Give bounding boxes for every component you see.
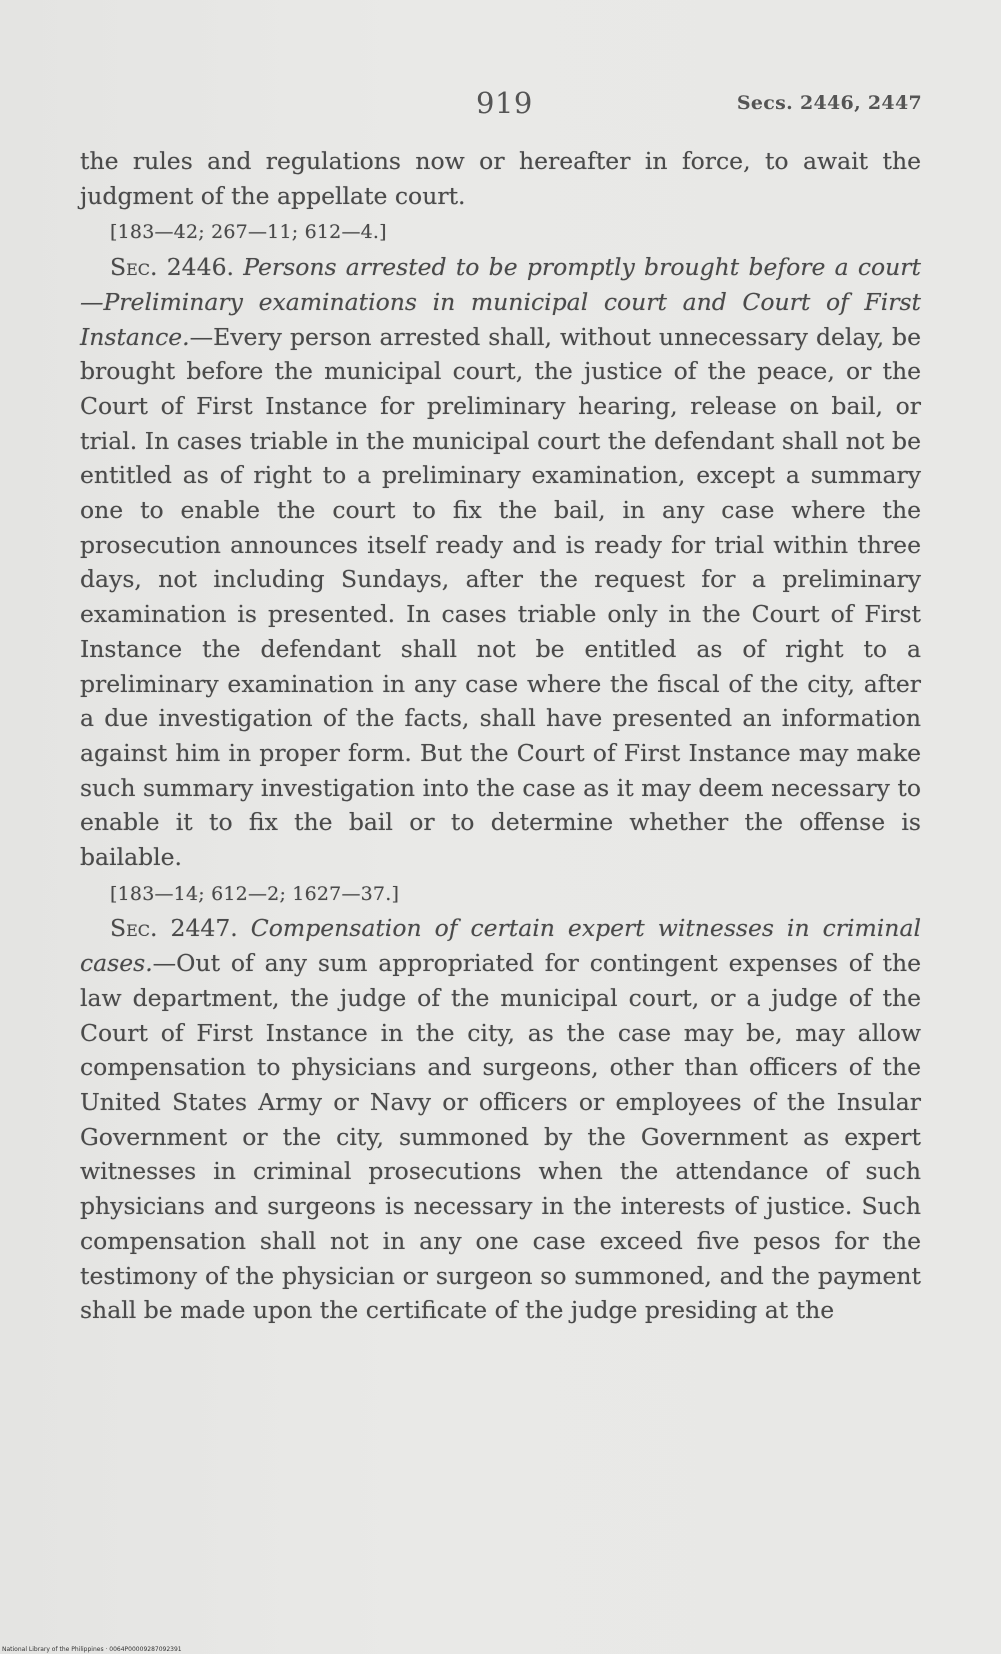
citation-section-2446: [183—14; 612—2; 1627—37.] [110,882,400,905]
page-number: 919 [476,86,533,120]
section-2446-text: —Every person arrested shall, without unnecessary delay, be brought before the municipal court, the justice of the peace, or the Court of First Instance for preliminary hearing, release on bail, or trial. In cases triable in the municipal court the defendant shall not be entitled as of right to a preliminary examination, except a summary one to enable the court to fix the bail, in any case where the prosecution announces itself ready and is ready for trial within three days, not including Sundays, after the request for a preliminary examination is presented. In cases triable only in the Court of First Instance the defendant shall not be entitled as of right to a preliminary examination in any case where the fiscal of the city, after a due investigation of the facts, shall have presented an information against him in proper form. But the Court of First Instance may make such summary investigation into the case as it may deem necessary to enable it to fix the bail or to determine whether the offense is bailable. [80,322,921,872]
section-2447-label: Sec. 2447. [110,914,238,943]
body-text [80,144,921,1328]
carryover-paragraph: the rules and regulations now or hereafter in force, to await the judgment of the appellate court. [80,147,921,210]
section-2447-paragraph [80,911,921,1327]
citation-prior-section: [183—42; 267—11; 612—4.] [110,221,387,244]
section-2446-caption: Persons arrested to be promptly brought before a court—Preliminary examinations in municipal court and Court of First Instance. [80,253,921,351]
running-head: Secs. 2446, 2447 [736,92,922,114]
page-header [80,86,922,126]
section-2446-label: Sec. 2446. [110,253,234,282]
section-2447-text: —Out of any sum appropriated for contingent expenses of the law department, the judge of the municipal court, or a judge of the Court of First Instance in the city, as the case may be, may allow compensation to physicians and surgeons, other than officers of the United States Army or Navy or officers or employees of the Insular Government or the city, summoned by the Government as expert witnesses in criminal prosecutions when the attendance of such physicians and surgeons is necessary in the interests of justice. Such compensation shall not in any one case exceed five pesos for the testimony of the physician or surgeon so summoned, and the payment shall be made upon the certificate of the judge presiding at the [80,949,921,1325]
section-2447-caption: Compensation of certain expert witnesses in criminal cases. [80,914,921,978]
section-2446-paragraph [80,250,921,875]
archive-stamp: National Library of the Philippines · 0064P00009287092391 [2,1646,182,1653]
